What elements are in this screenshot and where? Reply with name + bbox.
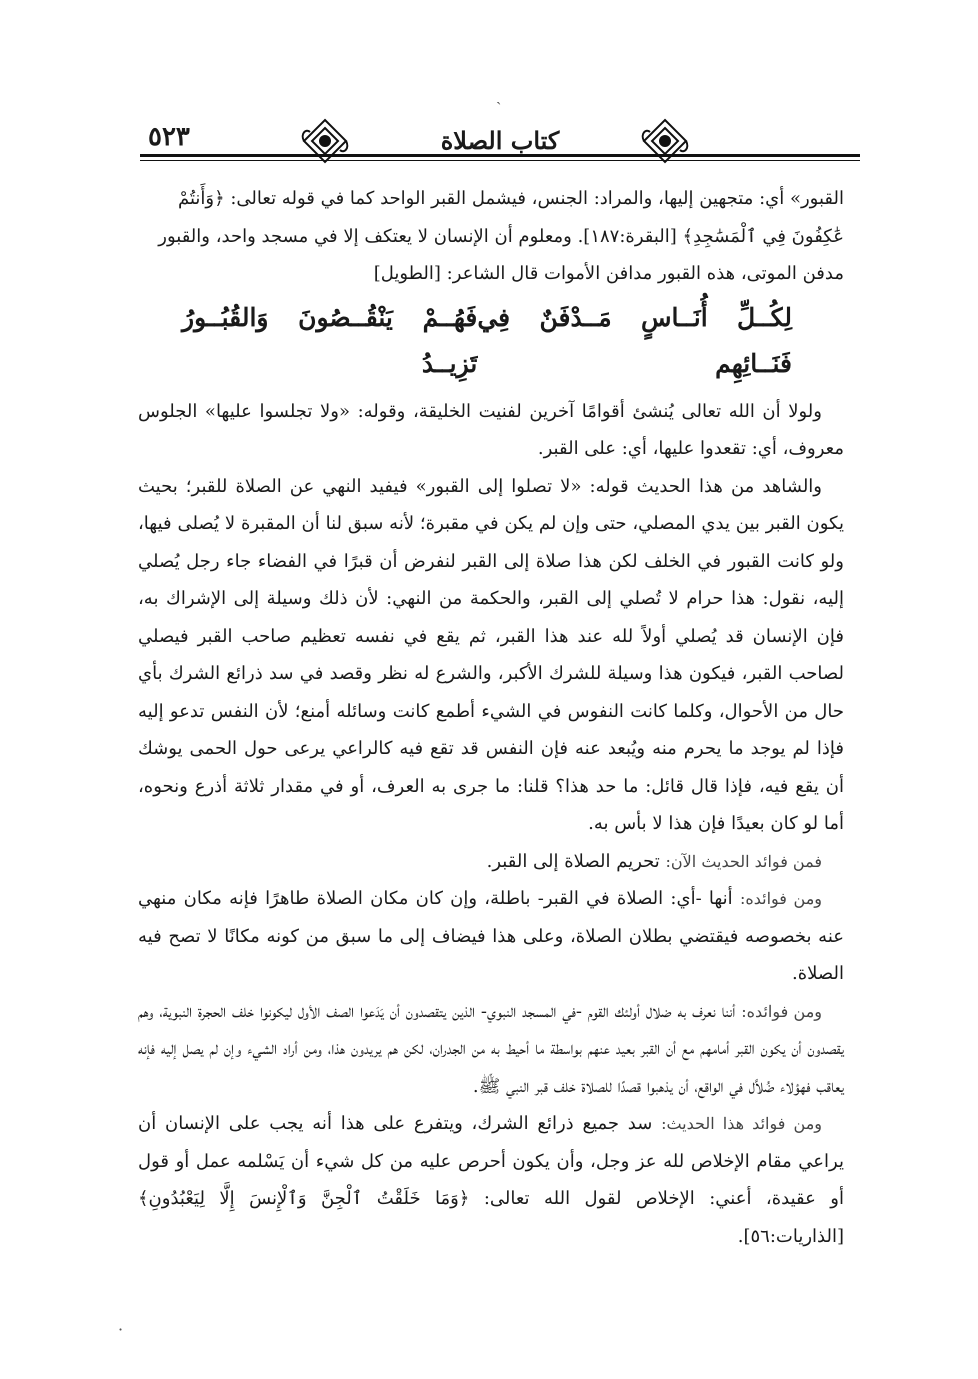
paragraph	[138, 880, 844, 993]
ornament-icon	[300, 116, 350, 166]
paragraph-text: تحريم الصلاة إلى القبر.	[486, 850, 660, 872]
body-text	[138, 180, 844, 1255]
header-rule-thin	[140, 160, 860, 161]
paragraph-text: أننا نعرف به ضلال أولئك القوم -في المسجد النبوي- الذين يتقصدون أن يَدَعوا الصف الأول ليكونوا خلف الحجرة النبوية، وهم يقصدون أن يكون القبر أمامهم مع أن القبر بعيد عنهم بواسطة ما أحيط به من الجدران، لكن هم يريدون هذا، ومن أراد الشيء وإن لم يصل إليه فإنه يعاقب فهؤلاء ضُلاَّل في الواقع، أن يذهبوا قصدًا للصلاة خلف قبر النبي ﷺ.	[138, 1000, 844, 1097]
paragraph-intro: ومن فوائده:	[739, 889, 823, 908]
paragraph	[138, 1105, 844, 1255]
ornament-icon	[640, 116, 690, 166]
poem-verse	[138, 295, 844, 387]
header-rule	[140, 154, 860, 157]
paragraph	[138, 843, 844, 881]
text-line: عَٰكِفُونَ فِي ٱلْمَسَٰجِدِ﴾ [البقرة:١٨٧]. ومعلوم أن الإنسان لا يعتكف إلا في مسجد واحد، والقبور	[158, 225, 844, 247]
scan-mark: ·	[118, 1320, 124, 1339]
poem-first-hemistich: لِكُــلِّ أُنَــاسٍ مَــدْفَنٌ فِي فَنَــائِهِم	[477, 302, 792, 378]
paragraph-intro: فمن فوائد الحديث الآن:	[665, 851, 822, 871]
paragraph-text: أنها -أي: الصلاة في القبر- باطلة، وإن كان مكان الصلاة طاهرًا فإنه مكان منهي عنه بخصوصه فيقتضي بطلان الصلاة، وعلى هذا فيضاف إلى ما سبق من كونه مكانًا لا تصح فيه الصلاة.	[138, 888, 844, 984]
paragraph-text: سد جميع ذرائع الشرك، ويتفرع على هذا أنه يجب على الإنسان أن يراعي مقام الإخلاص لله عز وجل، وأن يكون أحرص عليه من كل شيء أن يَسْلمه عمل أو قول أو عقيدة، أعني: الإخلاص لقول الله تعالى: ﴿وَمَا خَلَقْتُ ٱلْجِنَّ وَٱلْإِنسَ إِلَّا لِيَعْبُدُونِ﴾ [الذاريات:٥٦].	[138, 1113, 844, 1247]
scan-mark: ˎ	[496, 86, 502, 105]
paragraph	[138, 993, 844, 1106]
poem-second-hemistich: فَهُــمْ يَنْقُــصُونَ وَالقُبُــورُ تَزِيــدُ	[182, 302, 478, 378]
paragraph-intro: ومن فوائده:	[741, 1001, 822, 1021]
chapter-title: كتاب الصلاة	[440, 126, 560, 155]
page-header	[140, 108, 860, 178]
page-number: ٥٢٣	[148, 122, 190, 152]
paragraph: والشاهد من هذا الحديث قوله: «لا تصلوا إلى القبور» فيفيد النهي عن الصلاة للقبر؛ بحيث يكون القبر بين يدي المصلي، حتى وإن لم يكن في مقبرة؛ لأنه سبق لنا أن المقبرة لا يُصلى فيها، ولو كانت القبور في الخلف لكن هذا صلاة إلى القبر لنفرض أن قبرًا في الفضاء جاء رجل يُصلي إليه، نقول: هذا حرام لا تُصلي إلى القبر، والحكمة من النهي: لأن ذلك وسيلة إلى الإشراك به، فإن الإنسان قد يُصلي أولاً لله عند هذا القبر، ثم يقع في نفسه تعظيم صاحب القبر فيصلي لصاحب القبر، فيكون هذا وسيلة للشرك الأكبر، والشرع له نظر وقصد في سد ذرائع الشرك بأي حال من الأحوال، وكلما كانت النفوس في الشيء أطمع كانت وسائله أمنع؛ لأن النفس تدعو إليه فإذا لم يوجد ما يحرم منه ويُبعد عنه فإن النفس قد تقع فيه كالراعي يرعى حول الحمى يوشك أن يقع فيه، فإذا قال قائل: ما حد هذا؟ قلنا: ما جرى به العرف، أو في مقدار ثلاثة أذرع ونحوه، أما لو كان بعيدًا فإن هذا لا بأس به.	[138, 475, 844, 834]
text-line: القبور» أي: متجهين إليها، والمراد: الجنس، فيشمل القبر الواحد كما في قوله تعالى: ﴿وَأَنتُمْ	[177, 188, 844, 209]
paragraph: ولولا أن الله تعالى يُنشئ أقوامًا آخرين لفنيت الخليقة، وقوله: «ولا تجلسوا عليها» الجلوس معروف، أي: تقعدوا عليها، أي: على القبر.	[138, 400, 844, 459]
paragraph-intro: ومن فوائد هذا الحديث:	[661, 1114, 822, 1133]
text-line: مدفن الموتى، هذه القبور مدافن الأموات قال الشاعر: [الطويل]	[373, 263, 844, 284]
